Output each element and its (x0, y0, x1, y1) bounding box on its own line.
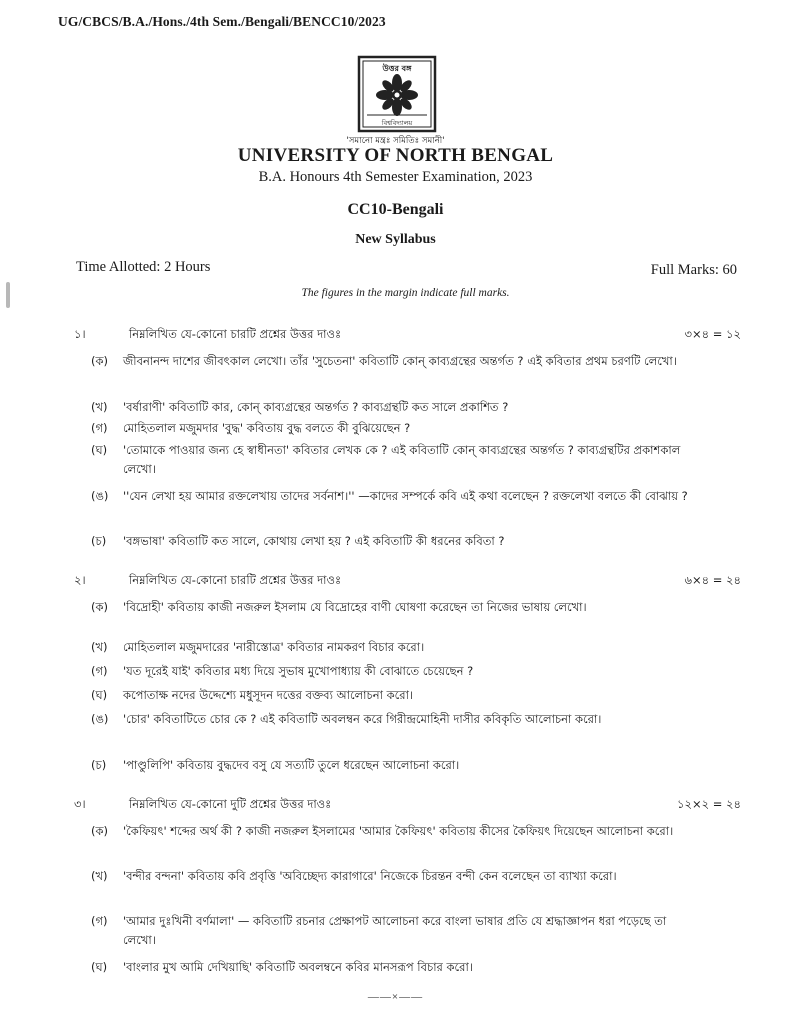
course-code: CC10-Bengali (347, 201, 444, 218)
sub-question-text: ''যেন লেখা হয় আমার রক্তলেখায় তাদের সর্বনাশ।'' —কাদের সম্পর্কে কবি এই কথা বলেছেন ? রক্তলেখা বলতে কী বোঝায় ? (123, 489, 688, 503)
sub-question (91, 487, 689, 506)
university-name: UNIVERSITY OF NORTH BENGAL (237, 145, 554, 166)
sub-question-text: 'তোমাকে পাওয়ার জন্য হে স্বাধীনতা' কবিতার লেখক কে ? এই কবিতাটি কোন্ কাব্যগ্রন্থের অন্তর্গত ? কাব্যগ্রন্থটির প্রকাশকাল লেখো। (123, 443, 681, 476)
question-1-header (74, 326, 741, 346)
sub-question (91, 686, 689, 705)
university-logo (357, 55, 437, 133)
question-number: ২। (74, 573, 86, 587)
logo-text-bottom: বিশ্ববিদ্যালয় (381, 119, 413, 127)
question-instruction: নিম্নলিখিত যে-কোনো চারটি প্রশ্নের উত্তর দাওঃ (129, 327, 342, 341)
question-number: ৩। (74, 797, 86, 811)
logo-text-top: উত্তর বঙ্গ (382, 64, 412, 73)
sub-question-text: মোহিতলাল মজুমদারের 'নারীস্তোত্র' কবিতার নামকরণ বিচার করো। (123, 640, 425, 654)
sub-question (91, 532, 689, 551)
sub-question-text: জীবনানন্দ দাশের জীবৎকাল লেখো। তাঁর 'সুচেতনা' কবিতাটি কোন্ কাব্যগ্রন্থের অন্তর্গত ? এই কবিতার প্রথম চরণটি লেখো। (123, 354, 677, 368)
sub-question (91, 638, 689, 657)
question-marks: ৩×৪ = ১২ (684, 327, 741, 341)
university-motto: 'সমানো মন্ত্রঃ সমিতিঃ সমানী' (346, 136, 445, 146)
sub-question (91, 912, 689, 950)
sub-question-label: (ক) (91, 824, 109, 838)
question-instruction: নিম্নলিখিত যে-কোনো চারটি প্রশ্নের উত্তর দাওঃ (129, 573, 342, 587)
question-number: ১। (74, 327, 86, 341)
sub-question-label: (ঘ) (91, 688, 108, 702)
sub-question-label: (খ) (91, 869, 108, 883)
sub-question-text: 'বাংলার মুখ আমি দেখিয়াছি' কবিতাটি অবলম্বনে কবির মানসরূপ বিচার করো। (123, 960, 473, 974)
sub-question-label: (ঘ) (91, 443, 108, 457)
paper-code: UG/CBCS/B.A./Hons./4th Sem./Bengali/BENCC10/2023 (58, 14, 386, 29)
question-2-header (74, 572, 741, 592)
sub-question-label: (ঙ) (91, 712, 109, 726)
sub-question (91, 822, 689, 841)
sub-question-label: (ক) (91, 600, 109, 614)
sub-question-label: (ঘ) (91, 960, 108, 974)
sub-question (91, 398, 689, 417)
sub-question-label: (গ) (91, 914, 108, 928)
sub-question (91, 662, 689, 681)
end-mark: ——×—— (367, 991, 424, 1003)
sub-question-label: (চ) (91, 758, 107, 772)
sub-question-text: কপোতাক্ষ নদের উদ্দেশ্যে মধুসূদন দত্তের বক্তব্য আলোচনা করো। (123, 688, 414, 702)
sub-question (91, 598, 689, 617)
sub-question-label: (গ) (91, 664, 108, 678)
time-allotted: Time Allotted: 2 Hours (76, 259, 211, 275)
sub-question-text: 'চোর' কবিতাটিতে চোর কে ? এই কবিতাটি অবলম্বন করে গিরীন্দ্রমোহিনী দাসীর কবিকৃতি আলোচনা করো। (123, 712, 602, 726)
sub-question-text: 'বিদ্রোহী' কবিতায় কাজী নজরুল ইসলাম যে বিদ্রোহের বাণী ঘোষণা করেছেন তা নিজের ভাষায় লেখো। (123, 600, 587, 614)
question-3-header (74, 796, 741, 816)
sub-question (91, 352, 689, 371)
sub-question-label: (খ) (91, 640, 108, 654)
exam-title: B.A. Honours 4th Semester Examination, 2023 (258, 169, 533, 185)
sub-question-text: মোহিতলাল মজুমদার 'বুদ্ধ' কবিতায় বুদ্ধ বলতে কী বুঝিয়েছেন ? (123, 421, 411, 435)
sub-question-text: 'পাণ্ডুলিপি' কবিতায় বুদ্ধদেব বসু যে সত্যটি তুলে ধরেছেন আলোচনা করো। (123, 758, 460, 772)
question-instruction: নিম্নলিখিত যে-কোনো দুটি প্রশ্নের উত্তর দাওঃ (129, 797, 332, 811)
syllabus-label: New Syllabus (355, 232, 436, 247)
sub-question-text: 'কৈফিয়ৎ' শব্দের অর্থ কী ? কাজী নজরুল ইসলামের 'আমার কৈফিয়ৎ' কবিতায় কীসের কৈফিয়ৎ দিয়েছেন আলোচনা করো। (123, 824, 674, 838)
sub-question (91, 756, 689, 775)
sub-question-label: (গ) (91, 421, 108, 435)
sub-question (91, 958, 689, 977)
sub-question-text: 'যত দূরেই যাই' কবিতার মধ্য দিয়ে সুভাষ মুখোপাধ্যায় কী বোঝাতে চেয়েছেন ? (123, 664, 474, 678)
sub-question-label: (ক) (91, 354, 109, 368)
sub-question-label: (ঙ) (91, 489, 109, 503)
sub-question-text: 'বন্দীর বন্দনা' কবিতায় কবি প্রবৃত্তি 'অবিচ্ছেদ্য কারাগারে' নিজেকে চিরন্তন বন্দী কেন বলেছেন তা ব্যাখ্যা করো। (123, 869, 617, 883)
margin-note: The figures in the margin indicate full marks. (301, 287, 510, 299)
sub-question-text: 'বর্ষারাণী' কবিতাটি কার, কোন্ কাব্যগ্রন্থের অন্তর্গত ? কাব্যগ্রন্থটি কত সালে প্রকাশিত ? (123, 400, 509, 414)
sub-question (91, 867, 689, 886)
question-marks: ১২×২ = ২৪ (677, 797, 741, 811)
sub-question (91, 419, 689, 438)
sub-question (91, 710, 689, 729)
sub-question-text: 'বঙ্গভাষা' কবিতাটি কত সালে, কোথায় লেখা হয় ? এই কবিতাটি কী ধরনের কবিতা ? (123, 534, 505, 548)
sub-question-label: (খ) (91, 400, 108, 414)
question-marks: ৬×৪ = ২৪ (684, 573, 741, 587)
sub-question-label: (চ) (91, 534, 107, 548)
sub-question (91, 441, 689, 479)
full-marks: Full Marks: 60 (650, 262, 737, 278)
sub-question-text: 'আমার দুঃখিনী বর্ণমালা' — কবিতাটি রচনার প্রেক্ষাপট আলোচনা করে বাংলা ভাষার প্রতি যে শ্রদ্ধাজ্ঞাপন ধরা পড়েছে তা লেখো। (123, 914, 667, 947)
